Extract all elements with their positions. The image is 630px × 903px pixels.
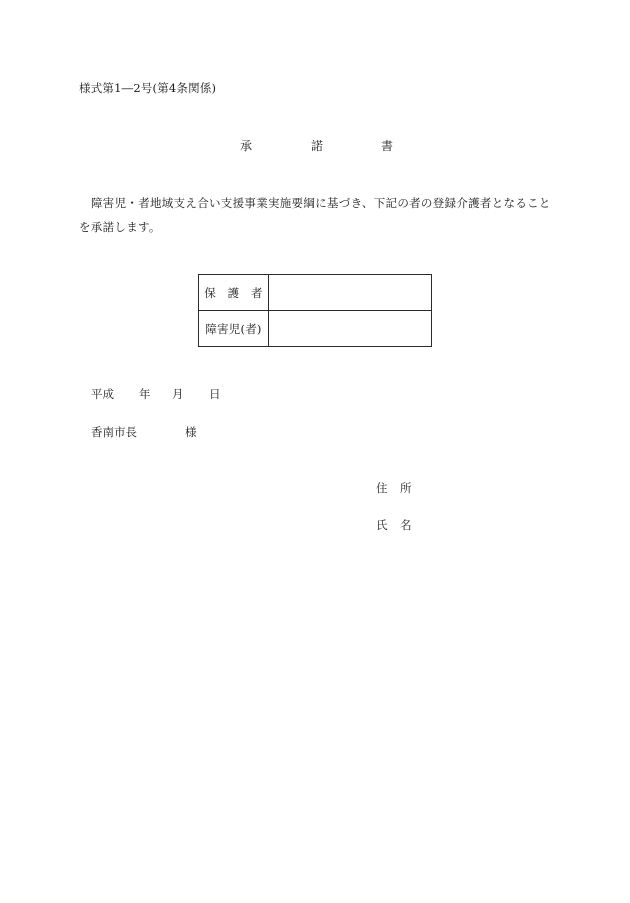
address-label-char-2: 所 — [400, 481, 412, 495]
guardian-label: 保 護 者 — [199, 275, 269, 311]
name-label-char-1: 氏 — [376, 518, 388, 532]
date-day-unit: 日 — [209, 387, 221, 401]
table-row — [199, 311, 432, 347]
address-label-char-1: 住 — [376, 481, 388, 495]
form-number: 様式第1―2号(第4条関係) — [79, 81, 217, 95]
body-text-line-1: 障害児・者地域支え合い支援事業実施要綱に基づき、下記の者の登録介護者となること — [91, 196, 551, 210]
table-row — [199, 275, 432, 311]
addressee-title: 香南市長 — [91, 425, 137, 439]
disabled-person-label: 障害児(者) — [199, 311, 269, 347]
document-title-char-3: 書 — [381, 139, 394, 153]
document-title-char-1: 承 — [240, 139, 253, 153]
name-label — [376, 517, 424, 533]
document-title-char-2: 諾 — [311, 139, 324, 153]
date-era: 平成 — [91, 387, 114, 401]
disabled-person-value-field[interactable] — [269, 311, 432, 347]
date-year-unit: 年 — [139, 387, 151, 401]
address-label — [376, 480, 424, 496]
guardian-value-field[interactable] — [269, 275, 432, 311]
info-table — [198, 274, 432, 347]
name-label-char-2: 名 — [400, 518, 412, 532]
addressee — [91, 424, 197, 440]
addressee-honorific: 様 — [185, 425, 197, 439]
body-text-line-2: を承諾します。 — [79, 220, 161, 234]
date-line — [91, 386, 221, 402]
date-month-unit: 月 — [172, 387, 184, 401]
